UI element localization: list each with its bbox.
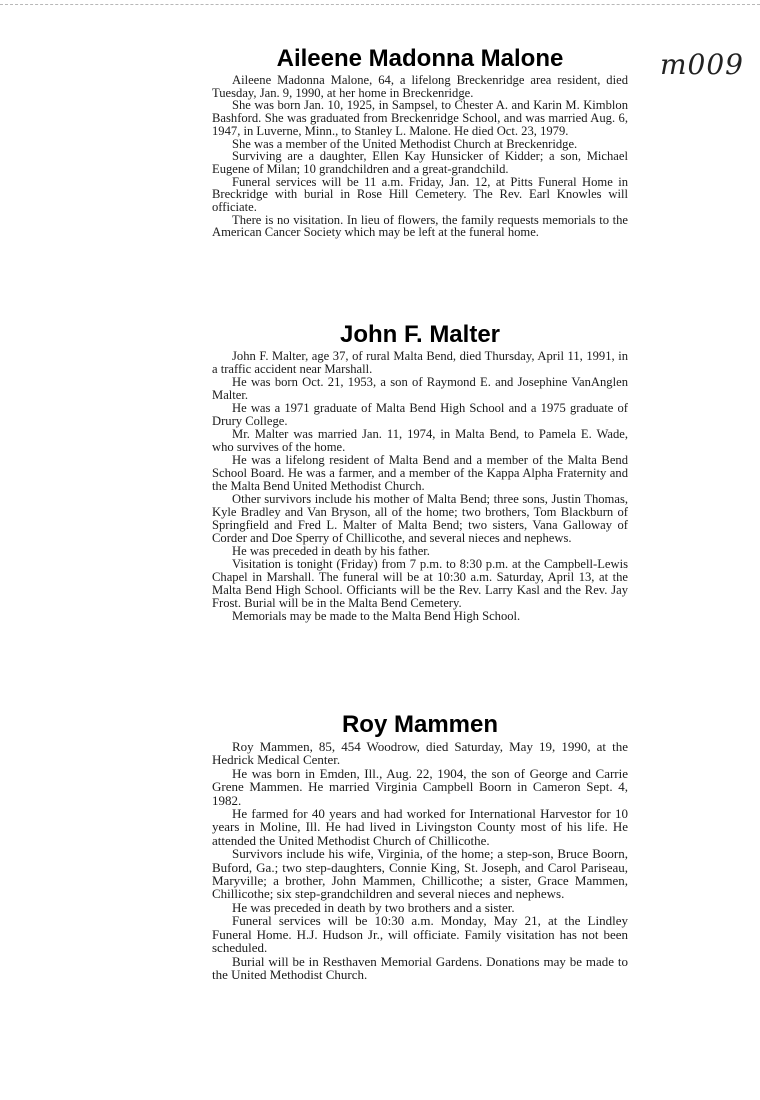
obituary-paragraph: He was a 1971 graduate of Malta Bend High School and a 1975 graduate of Drury College. bbox=[212, 401, 628, 428]
obituary-paragraph: He was preceded in death by two brothers and a sister. bbox=[232, 899, 515, 915]
obituary-paragraph: Roy Mammen, 85, 454 Woodrow, died Saturday, May 19, 1990, at the Hedrick Medical Center. bbox=[212, 739, 628, 768]
obituary-name: John F. Malter bbox=[339, 321, 501, 348]
obituary-roy-mammen bbox=[212, 710, 628, 981]
obituary-name: Roy Mammen bbox=[341, 711, 499, 738]
obituary-paragraph: He was a lifelong resident of Malta Bend and a member of the Malta Bend School Board. He was a farmer, and a member of the Kappa Alpha Fraternity and the Malta Bend United Methodist Church. bbox=[212, 453, 628, 493]
obituary-paragraph: Funeral services will be 10:30 a.m. Monday, May 21, at the Lindley Funeral Home. H.J. Hudson Jr., will officiate. Family visitation has not been scheduled. bbox=[212, 913, 628, 956]
handwritten-page-label: m009 bbox=[660, 48, 744, 81]
obituary-paragraph: John F. Malter, age 37, of rural Malta Bend, died Thursday, April 11, 1991, in a traffic accident near Marshall. bbox=[212, 349, 628, 376]
obituary-paragraph: Other survivors include his mother of Malta Bend; three sons, Justin Thomas, Kyle Bradley and Van Bryson, all of the home; two brothers, Tom Blackburn of Springfield and Fred L. Malter of Malta Bend; two sisters, Vana Galloway of Corder and Doe Sperry of Chillicothe, and several nieces and nephews. bbox=[212, 492, 628, 545]
obituary-paragraph: Mr. Malter was married Jan. 11, 1974, in Malta Bend, to Pamela E. Wade, who survives of the home. bbox=[212, 427, 628, 454]
obituary-paragraph: There is no visitation. In lieu of flowers, the family requests memorials to the American Cancer Society which may be left at the funeral home. bbox=[212, 212, 628, 240]
obituary-paragraph: She was born Jan. 10, 1925, in Sampsel, to Chester A. and Karin M. Kimblon Bashford. She was graduated from Breckenridge School, and was married Aug. 6, 1947, in Luverne, Minn., to Stanley L. Malone. He died Oct. 23, 1979. bbox=[212, 98, 628, 138]
obituary-paragraph: Burial will be in Resthaven Memorial Gardens. Donations may be made to the United Methodist Church. bbox=[212, 953, 628, 982]
obituary-paragraph: She was a member of the United Methodist Church at Breckenridge. bbox=[232, 136, 578, 151]
obituary-paragraph: He was preceded in death by his father. bbox=[232, 544, 430, 558]
obituary-paragraph: Survivors include his wife, Virginia, of the home; a step-son, Bruce Boorn, Buford, Ga.; two step-daughters, Connie King, St. Joseph, and Carol Pariseau, Maryville; a brother, John Mammen, Chillicothe; a sister, Grace Mammen, Chillicothe; six step-grandchildren and several nieces and nephews. bbox=[212, 846, 628, 902]
obituary-paragraph: He was born in Emden, Ill., Aug. 22, 1904, the son of George and Carrie Grene Mammen. He married Virginia Campbell Boorn in Cameron Sept. 4, 1982. bbox=[212, 765, 628, 808]
obituary-name: Aileene Madonna Malone bbox=[276, 45, 564, 72]
scan-top-border bbox=[0, 4, 760, 5]
obituary-paragraph: Memorials may be made to the Malta Bend High School. bbox=[232, 609, 521, 623]
obituary-aileene-malone bbox=[212, 44, 628, 239]
obituary-paragraph: Visitation is tonight (Friday) from 7 p.m. to 8:30 p.m. at the Campbell-Lewis Chapel in Marshall. The funeral will be at 10:30 a.m. Saturday, April 13, at the Malta Bend High School. Officiants will be the Rev. Larry Kasl and the Rev. Jay Frost. Burial will be in the Malta Bend Cemetery. bbox=[212, 557, 628, 610]
obituary-paragraph: He was born Oct. 21, 1953, a son of Raymond E. and Josephine VanAnglen Malter. bbox=[212, 375, 628, 402]
obituary-paragraph: Funeral services will be 11 a.m. Friday, Jan. 12, at Pitts Funeral Home in Breckridge with burial in Rose Hill Cemetery. The Rev. Earl Knowles will officiate. bbox=[212, 174, 628, 215]
obituary-paragraph: He farmed for 40 years and had worked for International Harvestor for 10 years in Moline, Ill. He had lived in Livingston County most of his life. He attended the United Methodist Church of Chillicothe. bbox=[212, 806, 628, 848]
obituary-paragraph: Surviving are a daughter, Ellen Kay Hunsicker of Kidder; a son, Michael Eugene of Milan; 10 grandchildren and a great-grandchild. bbox=[212, 149, 628, 176]
obituary-paragraph: Aileene Madonna Malone, 64, a lifelong Breckenridge area resident, died Tuesday, Jan. 9, 1990, at her home in Breckenridge. bbox=[212, 73, 628, 100]
obituary-john-malter bbox=[212, 320, 628, 623]
